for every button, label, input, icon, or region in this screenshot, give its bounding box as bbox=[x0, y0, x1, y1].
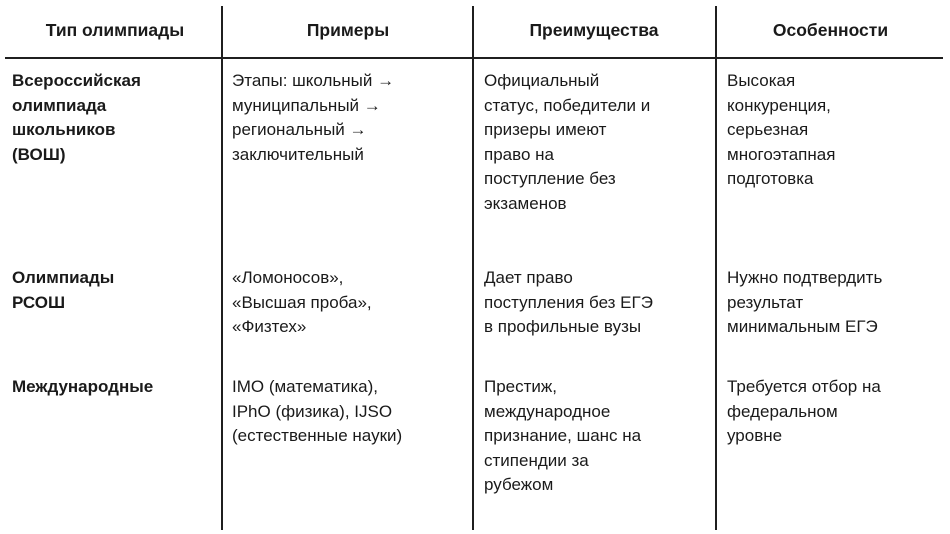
header-examples: Примеры bbox=[306, 20, 390, 40]
cell-features-rsosh: Нужно подтвердить результат минимальным ЕГЭ bbox=[727, 268, 883, 336]
cell-examples-rsosh: «Ломоносов», «Высшая проба», «Физтех» bbox=[232, 268, 372, 336]
header-features: Особенности bbox=[772, 20, 889, 40]
column-divider bbox=[715, 6, 717, 530]
cell-features-vosh: Высокая конкуренция, серьезная многоэтапная подготовка bbox=[727, 71, 836, 188]
column-divider bbox=[472, 6, 474, 530]
column-divider bbox=[221, 6, 223, 530]
cell-advantages-vosh: Официальный статус, победители и призеры имеют право на поступление без экзаменов bbox=[484, 71, 651, 213]
cell-type-vosh: Всероссийская олимпиада школьников (ВОШ) bbox=[12, 71, 141, 164]
header-divider bbox=[5, 57, 943, 59]
cell-type-international: Международные bbox=[12, 377, 154, 396]
cell-examples-vosh: Этапы: школьный → муниципальный → региональный → заключительный bbox=[232, 71, 395, 164]
cell-type-rsosh: Олимпиады РСОШ bbox=[12, 268, 115, 312]
cell-features-international: Требуется отбор на федеральном уровне bbox=[727, 377, 881, 445]
cell-examples-international: IMO (математика), IPhO (физика), IJSO (естественные науки) bbox=[232, 377, 403, 445]
header-advantages: Преимущества bbox=[529, 20, 659, 40]
cell-advantages-international: Престиж, международное признание, шанс на стипендии за рубежом bbox=[484, 377, 642, 494]
cell-advantages-rsosh: Дает право поступления без ЕГЭ в профильные вузы bbox=[484, 268, 653, 336]
header-type: Тип олимпиады bbox=[45, 20, 185, 40]
